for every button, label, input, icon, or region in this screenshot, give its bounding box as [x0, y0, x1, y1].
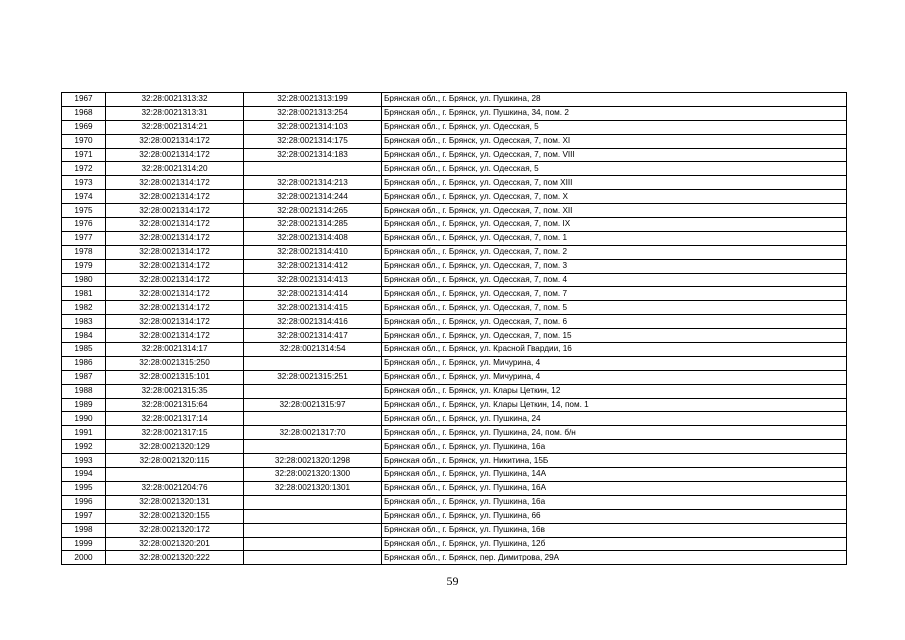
object-cadastral-number: 32:28:0021314:213 — [244, 176, 382, 190]
table-row — [62, 454, 847, 468]
address: Брянская обл., г. Брянск, ул. Одесская, 7, пом. 6 — [382, 315, 847, 329]
object-cadastral-number: 32:28:0021314:103 — [244, 120, 382, 134]
table-row — [62, 148, 847, 162]
row-number: 1979 — [62, 259, 106, 273]
object-cadastral-number: 32:28:0021314:415 — [244, 301, 382, 315]
object-cadastral-number: 32:28:0021314:244 — [244, 190, 382, 204]
table-row — [62, 426, 847, 440]
parcel-cadastral-number: 32:28:0021314:172 — [106, 231, 244, 245]
table-row — [62, 93, 847, 107]
address: Брянская обл., г. Брянск, ул. Пушкина, 28 — [382, 93, 847, 107]
table-row — [62, 551, 847, 565]
address: Брянская обл., г. Брянск, ул. Пушкина, 16в — [382, 523, 847, 537]
table-row — [62, 523, 847, 537]
table-row — [62, 398, 847, 412]
table-row — [62, 370, 847, 384]
address: Брянская обл., г. Брянск, ул. Одесская, 7, пом XIII — [382, 176, 847, 190]
row-number: 1974 — [62, 190, 106, 204]
object-cadastral-number — [244, 523, 382, 537]
table-body — [62, 93, 847, 565]
object-cadastral-number: 32:28:0021320:1298 — [244, 454, 382, 468]
parcel-cadastral-number: 32:28:0021315:250 — [106, 356, 244, 370]
address: Брянская обл., г. Брянск, ул. Пушкина, 14А — [382, 468, 847, 482]
table-row — [62, 231, 847, 245]
object-cadastral-number: 32:28:0021317:70 — [244, 426, 382, 440]
address: Брянская обл., г. Брянск, ул. Одесская, 7, пом. 1 — [382, 231, 847, 245]
object-cadastral-number: 32:28:0021315:97 — [244, 398, 382, 412]
address: Брянская обл., г. Брянск, ул. Пушкина, 12б — [382, 537, 847, 551]
row-number: 1972 — [62, 162, 106, 176]
row-number: 1975 — [62, 204, 106, 218]
parcel-cadastral-number: 32:28:0021314:21 — [106, 120, 244, 134]
row-number: 1984 — [62, 329, 106, 343]
object-cadastral-number: 32:28:0021314:414 — [244, 287, 382, 301]
address: Брянская обл., г. Брянск, ул. Одесская, 5 — [382, 120, 847, 134]
object-cadastral-number — [244, 551, 382, 565]
cadastral-table — [61, 92, 847, 565]
row-number: 1981 — [62, 287, 106, 301]
table-row — [62, 468, 847, 482]
parcel-cadastral-number: 32:28:0021313:31 — [106, 106, 244, 120]
table-row — [62, 218, 847, 232]
row-number: 1985 — [62, 343, 106, 357]
row-number: 1987 — [62, 370, 106, 384]
row-number: 1991 — [62, 426, 106, 440]
table-row — [62, 245, 847, 259]
row-number: 1988 — [62, 384, 106, 398]
parcel-cadastral-number: 32:28:0021315:101 — [106, 370, 244, 384]
table-row — [62, 176, 847, 190]
parcel-cadastral-number: 32:28:0021320:131 — [106, 495, 244, 509]
address: Брянская обл., г. Брянск, ул. Клары Цеткин, 14, пом. 1 — [382, 398, 847, 412]
object-cadastral-number: 32:28:0021320:1301 — [244, 481, 382, 495]
parcel-cadastral-number — [106, 468, 244, 482]
object-cadastral-number: 32:28:0021314:285 — [244, 218, 382, 232]
parcel-cadastral-number: 32:28:0021314:172 — [106, 301, 244, 315]
object-cadastral-number — [244, 495, 382, 509]
address: Брянская обл., г. Брянск, ул. Одесская, 7, пом. X — [382, 190, 847, 204]
object-cadastral-number: 32:28:0021320:1300 — [244, 468, 382, 482]
row-number: 1970 — [62, 134, 106, 148]
address: Брянская обл., г. Брянск, ул. Мичурина, 4 — [382, 356, 847, 370]
parcel-cadastral-number: 32:28:0021314:172 — [106, 134, 244, 148]
parcel-cadastral-number: 32:28:0021314:172 — [106, 176, 244, 190]
object-cadastral-number: 32:28:0021314:265 — [244, 204, 382, 218]
table-row — [62, 384, 847, 398]
table-row — [62, 412, 847, 426]
object-cadastral-number: 32:28:0021314:410 — [244, 245, 382, 259]
address: Брянская обл., г. Брянск, ул. Одесская, 7, пом. 3 — [382, 259, 847, 273]
parcel-cadastral-number: 32:28:0021320:222 — [106, 551, 244, 565]
object-cadastral-number — [244, 384, 382, 398]
address: Брянская обл., г. Брянск, ул. Одесская, 7, пом. 7 — [382, 287, 847, 301]
row-number: 1978 — [62, 245, 106, 259]
address: Брянская обл., г. Брянск, ул. Пушкина, 16а — [382, 440, 847, 454]
parcel-cadastral-number: 32:28:0021314:172 — [106, 287, 244, 301]
row-number: 1994 — [62, 468, 106, 482]
object-cadastral-number — [244, 440, 382, 454]
object-cadastral-number: 32:28:0021314:175 — [244, 134, 382, 148]
address: Брянская обл., г. Брянск, ул. Одесская, 5 — [382, 162, 847, 176]
parcel-cadastral-number: 32:28:0021320:155 — [106, 509, 244, 523]
parcel-cadastral-number: 32:28:0021320:201 — [106, 537, 244, 551]
table-row — [62, 120, 847, 134]
parcel-cadastral-number: 32:28:0021320:115 — [106, 454, 244, 468]
table-row — [62, 440, 847, 454]
object-cadastral-number — [244, 356, 382, 370]
address: Брянская обл., г. Брянск, ул. Клары Цеткин, 12 — [382, 384, 847, 398]
object-cadastral-number: 32:28:0021313:199 — [244, 93, 382, 107]
parcel-cadastral-number: 32:28:0021314:17 — [106, 343, 244, 357]
table-row — [62, 509, 847, 523]
object-cadastral-number — [244, 537, 382, 551]
object-cadastral-number — [244, 162, 382, 176]
address: Брянская обл., г. Брянск, ул. Одесская, 7, пом. 4 — [382, 273, 847, 287]
address: Брянская обл., г. Брянск, пер. Димитрова, 29А — [382, 551, 847, 565]
address: Брянская обл., г. Брянск, ул. Красной Гвардии, 16 — [382, 343, 847, 357]
row-number: 1983 — [62, 315, 106, 329]
parcel-cadastral-number: 32:28:0021314:172 — [106, 204, 244, 218]
row-number: 1989 — [62, 398, 106, 412]
row-number: 1982 — [62, 301, 106, 315]
row-number: 1968 — [62, 106, 106, 120]
parcel-cadastral-number: 32:28:0021314:172 — [106, 259, 244, 273]
row-number: 1969 — [62, 120, 106, 134]
parcel-cadastral-number: 32:28:0021320:172 — [106, 523, 244, 537]
object-cadastral-number: 32:28:0021314:416 — [244, 315, 382, 329]
object-cadastral-number: 32:28:0021315:251 — [244, 370, 382, 384]
address: Брянская обл., г. Брянск, ул. Пушкина, 16а — [382, 495, 847, 509]
parcel-cadastral-number: 32:28:0021314:172 — [106, 218, 244, 232]
object-cadastral-number — [244, 509, 382, 523]
row-number: 2000 — [62, 551, 106, 565]
parcel-cadastral-number: 32:28:0021204:76 — [106, 481, 244, 495]
address: Брянская обл., г. Брянск, ул. Одесская, 7, пом. VIII — [382, 148, 847, 162]
table-row — [62, 287, 847, 301]
table-row — [62, 356, 847, 370]
row-number: 1980 — [62, 273, 106, 287]
row-number: 1986 — [62, 356, 106, 370]
address: Брянская обл., г. Брянск, ул. Никитина, 15Б — [382, 454, 847, 468]
parcel-cadastral-number: 32:28:0021314:172 — [106, 190, 244, 204]
parcel-cadastral-number: 32:28:0021317:15 — [106, 426, 244, 440]
table-row — [62, 106, 847, 120]
address: Брянская обл., г. Брянск, ул. Одесская, 7, пом. XI — [382, 134, 847, 148]
row-number: 1977 — [62, 231, 106, 245]
address: Брянская обл., г. Брянск, ул. Одесская, 7, пом. 5 — [382, 301, 847, 315]
row-number: 1999 — [62, 537, 106, 551]
table-row — [62, 162, 847, 176]
parcel-cadastral-number: 32:28:0021314:172 — [106, 273, 244, 287]
parcel-cadastral-number: 32:28:0021314:172 — [106, 329, 244, 343]
parcel-cadastral-number: 32:28:0021315:35 — [106, 384, 244, 398]
address: Брянская обл., г. Брянск, ул. Пушкина, 24 — [382, 412, 847, 426]
row-number: 1996 — [62, 495, 106, 509]
table-row — [62, 329, 847, 343]
row-number: 1997 — [62, 509, 106, 523]
object-cadastral-number: 32:28:0021314:183 — [244, 148, 382, 162]
table-row — [62, 343, 847, 357]
parcel-cadastral-number: 32:28:0021314:172 — [106, 245, 244, 259]
object-cadastral-number: 32:28:0021313:254 — [244, 106, 382, 120]
table-row — [62, 204, 847, 218]
parcel-cadastral-number: 32:28:0021314:172 — [106, 315, 244, 329]
address: Брянская обл., г. Брянск, ул. Пушкина, 34, пом. 2 — [382, 106, 847, 120]
row-number: 1976 — [62, 218, 106, 232]
parcel-cadastral-number: 32:28:0021314:20 — [106, 162, 244, 176]
object-cadastral-number: 32:28:0021314:408 — [244, 231, 382, 245]
table-row — [62, 134, 847, 148]
object-cadastral-number: 32:28:0021314:413 — [244, 273, 382, 287]
address: Брянская обл., г. Брянск, ул. Одесская, 7, пом. 2 — [382, 245, 847, 259]
address: Брянская обл., г. Брянск, ул. Пушкина, 16А — [382, 481, 847, 495]
address: Брянская обл., г. Брянск, ул. Одесская, 7, пом. IX — [382, 218, 847, 232]
parcel-cadastral-number: 32:28:0021320:129 — [106, 440, 244, 454]
address: Брянская обл., г. Брянск, ул. Пушкина, 66 — [382, 509, 847, 523]
table-row — [62, 315, 847, 329]
row-number: 1995 — [62, 481, 106, 495]
row-number: 1998 — [62, 523, 106, 537]
parcel-cadastral-number: 32:28:0021315:64 — [106, 398, 244, 412]
parcel-cadastral-number: 32:28:0021317:14 — [106, 412, 244, 426]
address: Брянская обл., г. Брянск, ул. Пушкина, 24, пом. б/н — [382, 426, 847, 440]
address: Брянская обл., г. Брянск, ул. Одесская, 7, пом. 15 — [382, 329, 847, 343]
row-number: 1971 — [62, 148, 106, 162]
row-number: 1992 — [62, 440, 106, 454]
object-cadastral-number: 32:28:0021314:412 — [244, 259, 382, 273]
page-number: 59 — [446, 574, 459, 588]
parcel-cadastral-number: 32:28:0021313:32 — [106, 93, 244, 107]
row-number: 1993 — [62, 454, 106, 468]
table-row — [62, 190, 847, 204]
table-row — [62, 537, 847, 551]
row-number: 1973 — [62, 176, 106, 190]
object-cadastral-number — [244, 412, 382, 426]
object-cadastral-number: 32:28:0021314:54 — [244, 343, 382, 357]
address: Брянская обл., г. Брянск, ул. Одесская, 7, пом. XII — [382, 204, 847, 218]
table-row — [62, 301, 847, 315]
row-number: 1990 — [62, 412, 106, 426]
table-row — [62, 481, 847, 495]
table-row — [62, 259, 847, 273]
address: Брянская обл., г. Брянск, ул. Мичурина, 4 — [382, 370, 847, 384]
table-row — [62, 273, 847, 287]
table-row — [62, 495, 847, 509]
parcel-cadastral-number: 32:28:0021314:172 — [106, 148, 244, 162]
row-number: 1967 — [62, 93, 106, 107]
object-cadastral-number: 32:28:0021314:417 — [244, 329, 382, 343]
